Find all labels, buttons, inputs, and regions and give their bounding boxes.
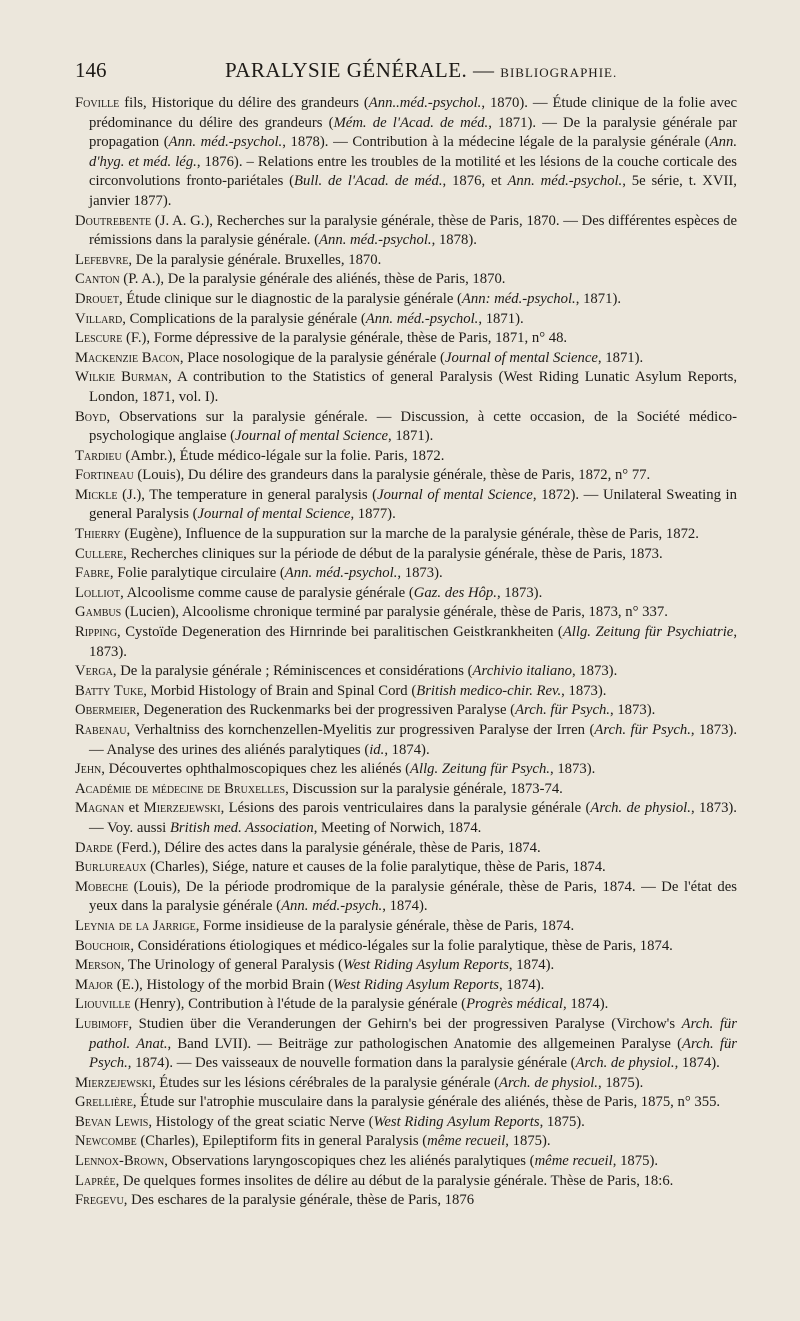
- entry-text: , Folie paralytique circulaire (: [109, 565, 285, 582]
- entry-source-title: Allg. Zeitung für Psychiatrie: [562, 624, 734, 641]
- bibliography-entry: [75, 408, 737, 447]
- entry-source-title: Ann: méd.-psychol.: [461, 290, 576, 307]
- entry-text: , 1873).: [549, 761, 596, 778]
- entry-author: Drouet: [75, 290, 119, 307]
- bibliography-entry: [75, 780, 737, 800]
- entry-author: Burlureaux: [75, 859, 147, 876]
- entry-author: Lolliot: [75, 584, 121, 601]
- entry-source-title: West Riding Asylum Reports: [332, 976, 499, 993]
- entry-text: , 1873).: [561, 682, 607, 699]
- bibliography-entry: [75, 94, 737, 212]
- entry-text: , 1874).: [508, 957, 555, 974]
- entry-author: Mierzejewski: [75, 1074, 152, 1091]
- entry-text: (Ambr.), Étude médico-légale sur la folie. Paris, 1872.: [121, 447, 445, 464]
- bibliography-entry: [75, 270, 737, 290]
- bibliography-entry: [75, 310, 737, 330]
- entry-text: , Lésions des parois ventriculaires dans la paralysie générale (: [220, 800, 591, 817]
- entry-text: , Discussion sur la paralysie générale, 1873-74.: [285, 780, 563, 797]
- page-number: 146: [75, 58, 107, 82]
- entry-text: , 1873).: [609, 702, 656, 719]
- bibliography-entry: [75, 937, 737, 957]
- entry-text: , 1875).: [505, 1133, 551, 1150]
- entry-author: Canton: [75, 271, 120, 288]
- entry-author: Darde: [75, 839, 113, 856]
- running-title: [225, 58, 617, 83]
- entry-source-title: West Riding Asylum Reports: [373, 1113, 540, 1130]
- bibliography-entry: [75, 760, 737, 780]
- entry-text: , 1871).: [478, 310, 524, 327]
- bibliography-entry: [75, 447, 737, 467]
- entry-text: , 1871). — De la paralysie générale par propagation (: [89, 114, 737, 151]
- entry-text: , Histology of the great sciatic Nerve (: [148, 1113, 374, 1130]
- entry-author: Mickle: [75, 486, 118, 503]
- entry-author: Laprée: [75, 1172, 116, 1189]
- entry-text: , 1873).: [397, 565, 443, 582]
- entry-source-title: même recueil: [427, 1133, 506, 1150]
- bibliography-entry: [75, 1191, 737, 1211]
- entry-author: Verga: [75, 663, 113, 680]
- entry-text: , Études sur les lésions cérébrales de la paralysie générale (: [151, 1074, 499, 1091]
- bibliography-entry: [75, 1172, 737, 1192]
- bibliography-entry: [75, 212, 737, 251]
- entry-text: , Considérations étiologiques et médico-légales sur la folie paralytique, thèse de Paris, 1874.: [130, 937, 673, 954]
- bibliography-entry: [75, 995, 737, 1015]
- bibliography-entry: [75, 564, 737, 584]
- bibliography-entry: [75, 976, 737, 996]
- entry-text: , 1877).: [350, 506, 396, 523]
- entry-source-title: Gaz. des Hôp.: [413, 584, 497, 601]
- entry-source-title: West Riding Asylum Reports: [342, 957, 509, 974]
- entry-author: Major: [75, 976, 114, 993]
- entry-author: Lubimoff: [75, 1015, 129, 1032]
- bibliography-entry: [75, 466, 737, 486]
- entry-text: , Place nosologique de la paralysie générale (: [179, 349, 445, 366]
- entry-author: Grellière: [75, 1094, 133, 1111]
- entry-text: , Forme insidieuse de la paralysie générale, thèse de Paris, 1874.: [195, 917, 575, 934]
- entry-text: , Verhaltniss des kornchenzellen-Myelitis zur progressiven Paralyse der Irren (: [126, 722, 595, 738]
- entry-text: (Louis), De la période prodromique de la paralysie générale, thèse de Paris, 1874. — De l'état des yeux dans la paralysie générale (: [89, 878, 737, 915]
- entry-source-title: Journal of mental Science: [444, 349, 598, 366]
- entry-text: fils, Historique du délire des grandeurs (: [119, 95, 369, 111]
- entry-text: , 1872). — Unilateral Sweating in general Paralysis (: [89, 486, 737, 523]
- entry-text: , De quelques formes insolites de délire au début de la paralysie générale. Thèse de Paris, 18:6.: [115, 1172, 674, 1189]
- entry-author: Mackenzie Bacon: [75, 349, 180, 366]
- bibliography-entry: [75, 368, 737, 407]
- entry-author: Ripping: [75, 624, 118, 641]
- bibliography-entry: [75, 1152, 737, 1172]
- bibliography-entry: [75, 584, 737, 604]
- entry-text: , De la paralysie générale ; Réminiscences et considérations (: [112, 663, 473, 680]
- entry-text: (J. A. G.), Recherches sur la paralysie générale, thèse de Paris, 1870. — Des différentes espèces de rémissions dans la paralysie générale. (: [89, 212, 737, 249]
- entry-text: , 1871).: [597, 349, 644, 366]
- bibliography-entry: [75, 839, 737, 859]
- entry-text: , 1873). — Analyse des urines des aliénés paralytiques (: [89, 722, 737, 758]
- entry-source-title: Ann. méd.-psychol.: [319, 232, 432, 249]
- entry-source-title: Allg. Zeitung für Psych.: [410, 761, 550, 778]
- entry-source-title: même recueil: [534, 1153, 613, 1170]
- entry-text: (J.), The temperature in general paralysis (: [117, 486, 378, 503]
- entry-author: Magnan: [75, 800, 125, 817]
- entry-text: , 1875).: [612, 1153, 659, 1170]
- bibliography-entry: [75, 329, 737, 349]
- entry-text: , 1874).: [384, 741, 430, 758]
- running-title-main: PARALYSIE GÉNÉRALE. —: [225, 58, 495, 82]
- bibliography-entry: [75, 1113, 737, 1133]
- bibliography-entry: [75, 1015, 737, 1074]
- entry-author: Newcombe: [75, 1133, 137, 1150]
- entry-text: , Degeneration des Ruckenmarks bei der progressiven Paralyse (: [136, 702, 516, 719]
- entry-text: , Morbid Histology of Brain and Spinal Cord (: [143, 682, 417, 699]
- entry-text: , Recherches cliniques sur la période de début de la paralysie générale, thèse de Paris, 1873.: [123, 545, 663, 562]
- bibliography-entry: [75, 349, 737, 369]
- entry-text: , 1878).: [431, 232, 477, 249]
- bibliography-entry: [75, 682, 737, 702]
- entry-author: Fregevu: [75, 1192, 124, 1209]
- entry-source-title: British medico-chir. Rev.: [416, 682, 562, 699]
- entry-source-title: Progrès médical: [466, 996, 564, 1013]
- entry-author: Cullere: [75, 545, 124, 562]
- entry-author: Leynia de la Jarrige: [75, 917, 196, 934]
- entry-text: et: [124, 800, 144, 817]
- bibliography-entry: [75, 878, 737, 917]
- entry-text: (Henry), Contribution à l'étude de la paralysie générale (: [130, 996, 467, 1013]
- entry-author: Wilkie Burman: [75, 369, 169, 386]
- entry-author: Tardieu: [75, 447, 122, 464]
- bibliography-entry: [75, 525, 737, 545]
- entry-text: (E.), Histology of the morbid Brain (: [113, 976, 333, 993]
- entry-text: , Observations sur la paralysie générale. — Discussion, à cette occasion, de la Société médico-psychologique anglaise (: [89, 408, 737, 445]
- entry-source-title: Mém. de l'Acad. de méd.: [333, 114, 489, 131]
- entry-author: Fortineau: [75, 467, 134, 484]
- bibliography-entry: [75, 858, 737, 878]
- entry-text: , 1870). — Étude clinique de la folie avec prédominance du délire des grandeurs (: [89, 95, 737, 131]
- entry-source-title: Journal of mental Science: [235, 428, 388, 445]
- entry-author: Foville: [75, 95, 120, 111]
- entry-author: Boyd: [75, 408, 107, 425]
- bibliography-entry: [75, 603, 737, 623]
- entry-text: (Charles), Epileptiform fits in general Paralysis (: [136, 1133, 428, 1150]
- entry-text: , Complications de la paralysie générale (: [122, 310, 366, 327]
- entry-text: , 1874). — Des vaisseaux de nouvelle formation dans la paralysie générale (: [127, 1055, 576, 1072]
- bibliography-entry: [75, 917, 737, 937]
- bibliography-entry: [75, 662, 737, 682]
- entry-text: , Observations laryngoscopiques chez les aliénés paralytiques (: [164, 1153, 535, 1170]
- entry-author: Académie de médecine de Bruxelles: [75, 780, 286, 797]
- entry-text: , 1871).: [387, 428, 434, 445]
- bibliography-entry: [75, 799, 737, 838]
- entry-author: Thierry: [75, 526, 121, 543]
- entry-source-title: id.: [369, 741, 385, 758]
- entry-author: Gambus: [75, 604, 122, 621]
- entry-source-title: Arch. de physiol.: [575, 1055, 675, 1072]
- entry-source-title: Arch. für Psych.: [89, 1035, 737, 1072]
- bibliography-entry: [75, 290, 737, 310]
- entry-source-title: Ann. méd.-psychol.: [507, 173, 623, 190]
- entry-author: Jehn: [75, 761, 102, 778]
- entry-author: Bevan Lewis: [75, 1113, 149, 1130]
- entry-text: , Meeting of Norwich, 1874.: [313, 819, 482, 836]
- entry-text: , 1876, et: [442, 173, 508, 190]
- entry-text: , 1874).: [674, 1055, 720, 1072]
- entry-source-title: Ann. méd.-psychol.: [284, 565, 398, 582]
- entry-author: Mobeche: [75, 878, 129, 895]
- entry-author: Mierzejewski: [143, 800, 221, 817]
- entry-text: , Étude sur l'atrophie musculaire dans la paralysie générale des aliénés, thèse de Paris, 1875, n° 355.: [132, 1094, 721, 1111]
- entry-text: , Des eschares de la paralysie générale, thèse de Paris, 1876: [123, 1192, 475, 1209]
- entry-text: , The Urinology of general Paralysis (: [120, 957, 343, 974]
- bibliography-entry: [75, 956, 737, 976]
- entry-author: Lefebvre: [75, 251, 129, 268]
- bibliography-entry: [75, 486, 737, 525]
- entry-text: (Ferd.), Délire des actes dans la paralysie générale, thèse de Paris, 1874.: [112, 839, 541, 856]
- entry-text: , 1873). — Voy. aussi: [89, 800, 737, 836]
- entry-author: Lennox-Brown: [75, 1153, 165, 1170]
- entry-text: , Band LVII). — Beiträge zur pathologischen Anatomie des allgemeinen Paralyse (: [167, 1035, 682, 1052]
- bibliography-entry: [75, 623, 737, 662]
- entry-source-title: Ann..méd.-psychol.: [368, 95, 482, 111]
- entry-text: (Charles), Siége, nature et causes de la folie paralytique, thèse de Paris, 1874.: [146, 859, 606, 876]
- entry-author: Liouville: [75, 996, 131, 1013]
- entry-source-title: Arch. für Psych.: [515, 702, 610, 719]
- running-title-subtitle: BIBLIOGRAPHIE.: [500, 65, 618, 80]
- page-header: [75, 58, 738, 88]
- entry-source-title: Arch. für Psych.: [594, 722, 691, 738]
- entry-text: , Alcoolisme comme cause de paralysie générale (: [120, 584, 414, 601]
- entry-text: , 1878). — Contribution à la médecine légale de la paralysie générale (: [282, 134, 710, 151]
- entry-text: (Eugène), Influence de la suppuration sur la marche de la paralysie générale, thèse de Paris, 1872.: [120, 526, 699, 543]
- entry-source-title: Arch. de physiol.: [590, 800, 691, 817]
- bibliography-entry: [75, 1093, 737, 1113]
- entry-author: Lescure: [75, 330, 123, 347]
- entry-text: , 1874).: [499, 976, 545, 993]
- entry-author: Doutrebente: [75, 212, 152, 229]
- entry-text: (P. A.), De la paralysie générale des aliénés, thèse de Paris, 1870.: [119, 271, 506, 288]
- entry-source-title: Ann. d'hyg. et méd. lég.: [89, 134, 737, 170]
- entry-text: , Cystoïde Degeneration des Hirnrinde bei paralitischen Geistkrankheiten (: [117, 624, 563, 641]
- entry-source-title: Journal of mental Science: [197, 506, 351, 523]
- entry-text: , A contribution to the Statistics of general Paralysis (West Riding Lunatic Asylum Reports, London, 1871, vol. I).: [89, 369, 737, 405]
- entry-text: , 1875).: [597, 1074, 644, 1091]
- entry-source-title: Journal of mental Science: [377, 486, 533, 503]
- bibliography-entry: [75, 701, 737, 721]
- bibliography-entry: [75, 251, 737, 271]
- entry-text: , 1871).: [575, 290, 622, 307]
- entry-text: , 1873).: [571, 663, 618, 680]
- entry-text: , Étude clinique sur le diagnostic de la paralysie générale (: [118, 290, 462, 307]
- entry-author: Bouchoir: [75, 937, 131, 954]
- entry-author: Batty Tuke: [75, 682, 144, 699]
- entry-source-title: Ann. méd.-psychol.: [168, 134, 283, 151]
- entry-text: (Louis), Du délire des grandeurs dans la paralysie générale, thèse de Paris, 1872, n° 77.: [133, 467, 651, 484]
- entry-text: , 5e série, t. XVII, janvier 1877).: [89, 173, 737, 209]
- entry-text: (Lucien), Alcoolisme chronique terminé par paralysie générale, thèse de Paris, 1873, n° 337.: [121, 604, 668, 621]
- entry-text: , 1873).: [89, 624, 738, 660]
- entry-author: Rabenau: [75, 722, 127, 738]
- entry-source-title: Ann. méd.-psychol.: [365, 310, 479, 327]
- entry-text: (F.), Forme dépressive de la paralysie générale, thèse de Paris, 1871, n° 48.: [122, 330, 568, 347]
- entry-text: , 1875).: [539, 1113, 585, 1130]
- entry-text: , 1874).: [382, 898, 428, 915]
- bibliography-entry: [75, 1074, 737, 1094]
- entry-source-title: Arch. de physiol.: [499, 1074, 598, 1091]
- entry-text: , 1876). – Relations entre les troubles de la motilité et les lésions de la couche corticale des circonvolutions fronto-pariétales (: [89, 153, 737, 190]
- bibliography-entry: [75, 721, 737, 760]
- bibliography-entry: [75, 1132, 737, 1152]
- entry-author: Fabre: [75, 565, 110, 582]
- entry-text: , 1874).: [563, 996, 609, 1013]
- bibliography-list: [75, 94, 737, 1211]
- entry-source-title: Ann. méd.-psych.: [281, 898, 383, 915]
- entry-author: Villard: [75, 310, 123, 327]
- entry-source-title: Bull. de l'Acad. de méd.: [294, 173, 443, 190]
- entry-text: , Découvertes ophthalmoscopiques chez les aliénés (: [101, 761, 411, 778]
- entry-text: , Studien über die Veranderungen der Gehirn's bei der progressiven Paralyse (Virchow's: [128, 1015, 682, 1032]
- entry-source-title: British med. Association: [169, 819, 314, 836]
- entry-text: , 1873).: [496, 584, 543, 601]
- entry-source-title: Arch. für pathol. Anat.: [89, 1015, 737, 1052]
- entry-source-title: Archivio italiano: [472, 663, 572, 680]
- entry-author: Obermeier: [75, 702, 137, 719]
- bibliography-entry: [75, 545, 737, 565]
- entry-author: Merson: [75, 957, 121, 974]
- entry-text: , De la paralysie générale. Bruxelles, 1870.: [128, 251, 382, 268]
